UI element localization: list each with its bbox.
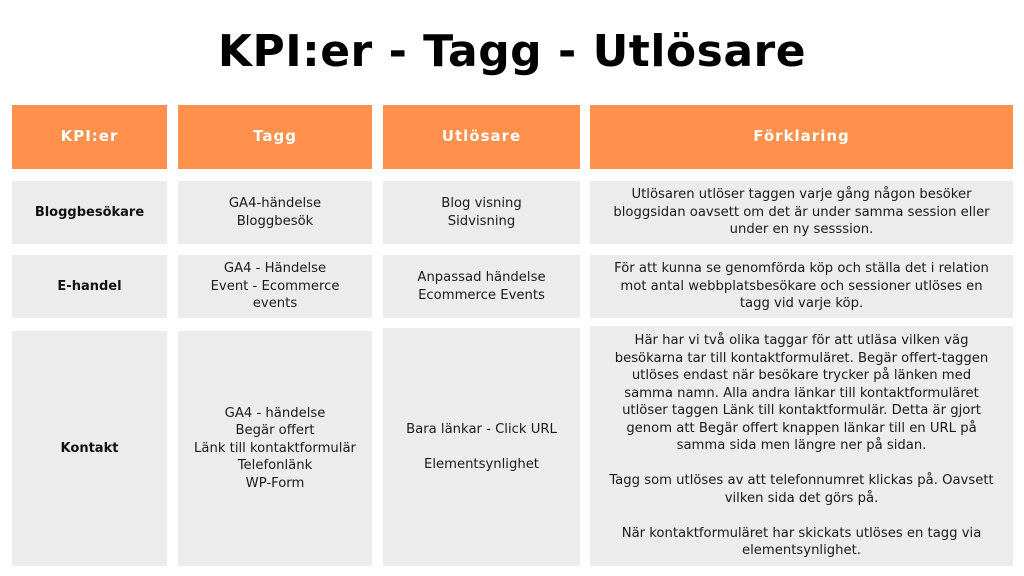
row-3-tagg: GA4 - händelse Begär offert Länk till kontaktformulär Telefonlänk WP-Form <box>178 331 372 566</box>
row-1-utlosare: Blog visning Sidvisning <box>383 181 580 244</box>
row-1-kpi: Bloggbesökare <box>12 181 167 244</box>
row-2-forklaring: För att kunna se genomförda köp och ställa det i relation mot antal webbplatsbesökare och sessioner utlöses en tagg vid varje köp. <box>590 255 1013 318</box>
row-2-utlosare: Anpassad händelse Ecommerce Events <box>383 255 580 318</box>
header-kpi: KPI:er <box>12 105 167 169</box>
row-2-kpi: E-handel <box>12 255 167 318</box>
header-forklaring: Förklaring <box>590 105 1013 169</box>
page-title: KPI:er - Tagg - Utlösare <box>217 26 807 77</box>
header-utlosare: Utlösare <box>383 105 580 169</box>
row-3-utlosare: Bara länkar - Click URL Elementsynlighet <box>383 328 580 566</box>
row-1-tagg: GA4-händelse Bloggbesök <box>178 181 372 244</box>
header-tagg: Tagg <box>178 105 372 169</box>
row-1-forklaring: Utlösaren utlöser taggen varje gång någon besöker bloggsidan oavsett om det är under samma session eller under en ny sesssion. <box>590 181 1013 244</box>
row-2-tagg: GA4 - Händelse Event - Ecommerce events <box>178 255 372 318</box>
row-3-kpi: Kontakt <box>12 331 167 566</box>
row-3-forklaring: Här har vi två olika taggar för att utläsa vilken väg besökarna tar till kontaktformuläret. Begär offert-taggen utlöses endast när besökare trycker på länken med samma namn. Alla andra länkar till kontaktformuläret utlöser taggen Länk till kontaktformulär. Detta är gjort genom att Begär offert knappen länkar till en URL på samma sida men längre ner på sidan. Tagg som utlöses av att telefonnumret klickas på. Oavsett vilken sida det görs på. När kontaktformuläret har skickats utlöses en tagg via elementsynlighet. <box>590 326 1013 566</box>
